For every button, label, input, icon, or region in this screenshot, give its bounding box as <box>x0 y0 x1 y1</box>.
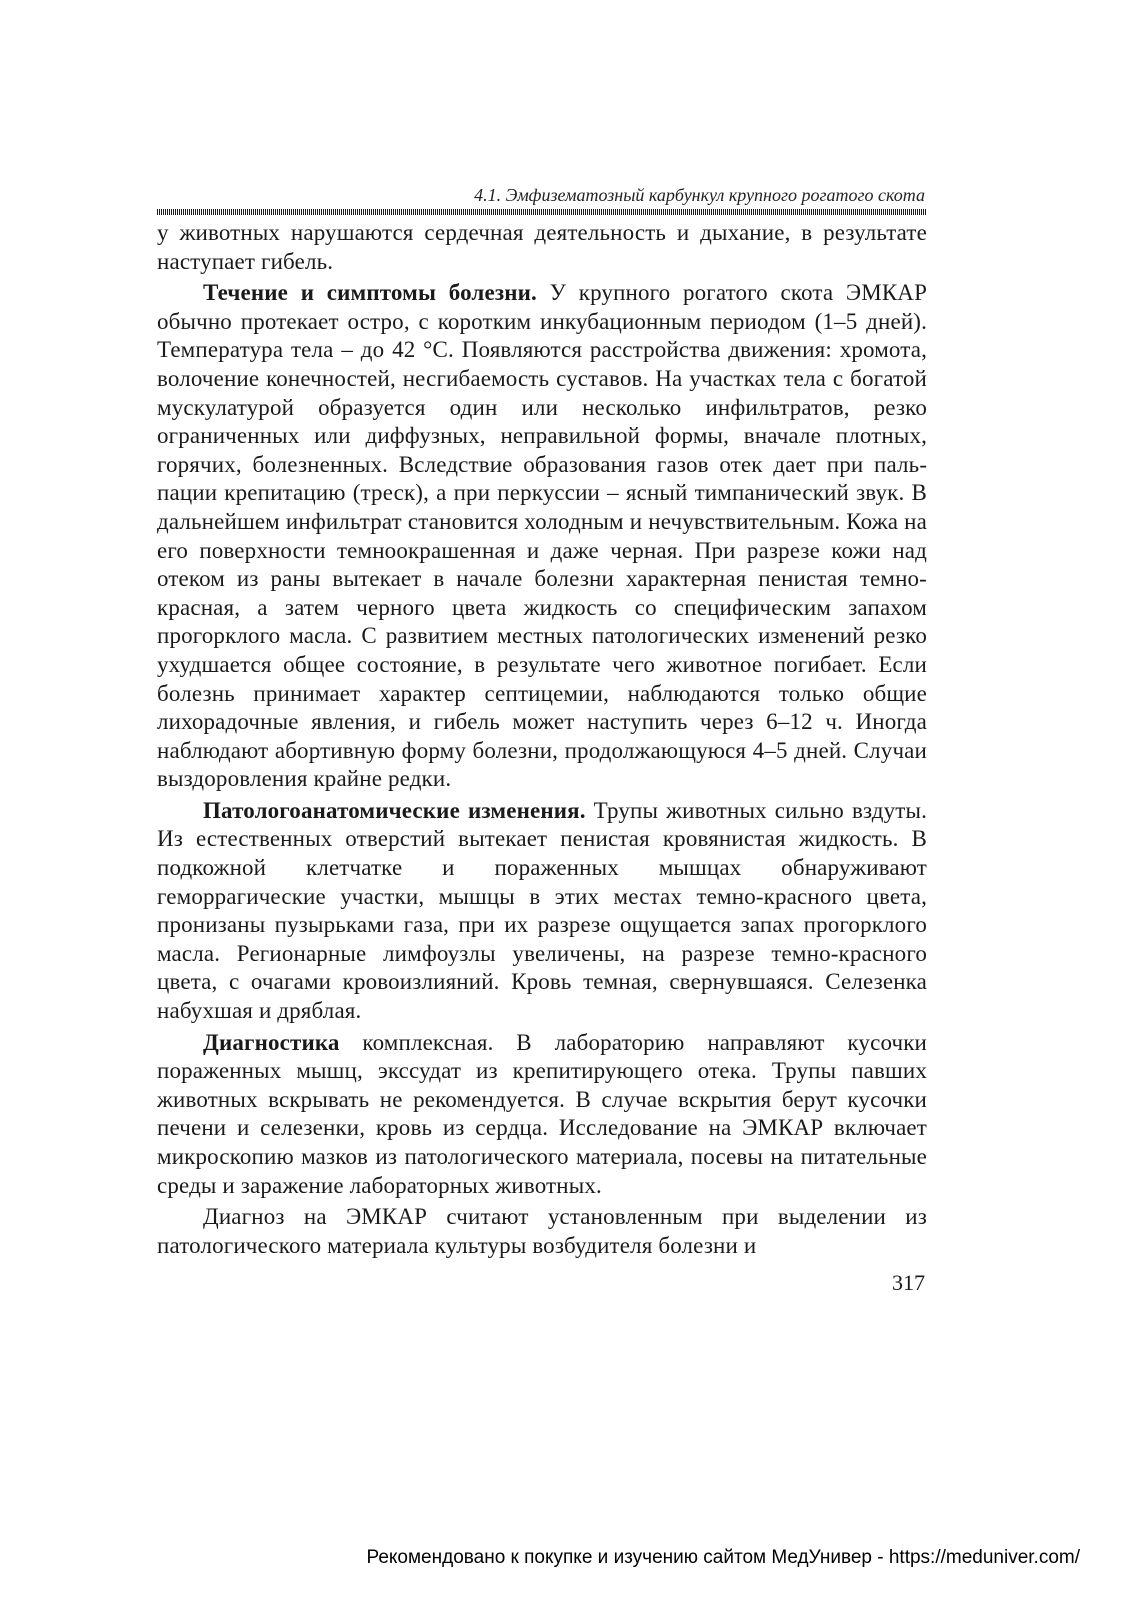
paragraph-diagnostics <box>157 1029 927 1201</box>
paragraph-course-symptoms <box>157 279 927 794</box>
paragraph-text: Диагноз на ЭМКАР считают установленным при выделении из патологического материала культуры возбудителя болезни и <box>157 1204 927 1258</box>
paragraph-heading: Течение и симптомы болезни. <box>203 280 537 306</box>
running-head: 4.1. Эмфизематозный карбункул крупного рогатого скота <box>474 185 925 205</box>
paragraph-continuation <box>157 219 927 276</box>
paragraph-text: у животных нарушаются сердечная деятельность и дыхание, в результате наступает гибель. <box>157 220 927 274</box>
paragraph-heading: Патологоанатомические изменения. <box>203 797 586 823</box>
paragraph-heading: Диагностика <box>203 1029 340 1055</box>
paragraph-diagnosis <box>157 1203 927 1260</box>
book-page <box>157 184 927 1296</box>
page-number: 317 <box>892 1270 925 1296</box>
paragraph-pathology <box>157 797 927 1026</box>
header-rule <box>157 209 927 215</box>
footer-recommendation: Рекомендовано к покупке и изучению сайтом МедУнивер - https://meduniver.com/ <box>366 1547 1080 1568</box>
paragraph-text: комплексная. В лабораторию направляют кусочки пораженных мышц, экссудат из крепитирующего отека. Трупы павших животных вскрывать не рекомендуется. В случае вскрытия берут кусочки печени и селезенки, кровь из сердца. Исследование на ЭМКАР включает микроскопию мазков из патологического материала, посевы на питательные среды и заражение лабораторных животных. <box>157 1029 927 1198</box>
paragraph-text: Трупы животных сильно вздуты. Из естественных отверстий вытекает пенистая кровянистая жидкость. В подкожной клетчатке и пораженных мышцах обнаруживают геморрагические участки, мышцы в этих местах темно-красного цвета, пронизаны пузырьками газа, при их разрезе ощущается запах прогорклого масла. Регионарные лимфоузлы увеличены, на разрезе темно-красного цвета, с очагами кровоизлияний. Кровь темная, свернувшаяся. Селезенка набухшая и дряблая. <box>157 797 927 1024</box>
paragraph-text: У крупного рогатого скота ЭМКАР обычно протекает остро, с коротким инкубационным периодом (1–5 дней). Температура тела – до 42 °С. Появляются расстройства движения: хромота, волочение конечностей, несгибаемость суставов. На участках тела с богатой мускулатурой образуется один или несколько инфильтратов, резко ограниченных или диффузных, неправильной формы, вначале плотных, горячих, болезненных. Вследствие образования газов отек дает при пальпации крепитацию (треск), а при перкуссии – ясный тимпанический звук. В дальнейшем инфильтрат становится холодным и нечувствительным. Кожа на его поверхности темноокрашенная и даже черная. При разрезе кожи над отеком из раны вытекает в начале болезни характерная пенистая темно-красная, а затем черного цвета жидкость со специфическим запахом прогорклого масла. С развитием местных патологических изменений резко ухудшается общее состояние, в результате чего животное погибает. Если болезнь принимает характер септицемии, наблюдаются только общие лихорадочные явления, и гибель может наступить через 6–12 ч. Иногда наблюдают абортивную форму болезни, продолжающуюся 4–5 дней. Случаи выздоровления крайне редки. <box>157 280 928 792</box>
body-text <box>157 219 927 1260</box>
